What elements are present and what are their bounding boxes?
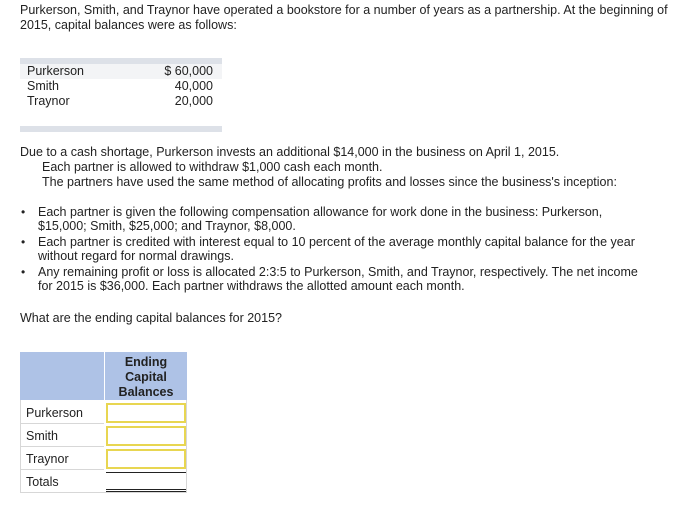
balance-row-traynor — [20, 94, 222, 109]
question-text: What are the ending capital balances for 2015? — [20, 311, 282, 325]
rule-text: Each partner is given the following compensation allowance for work done in the business: Purkerson, $15,000; Smith, $25,000; and Traynor, $8,000. — [38, 205, 603, 233]
balance-name: Traynor — [27, 94, 70, 108]
answer-row-label-totals: Totals — [20, 471, 104, 493]
answer-table-header-blank — [20, 352, 104, 400]
list-item — [20, 235, 640, 263]
traynor-balance-input[interactable] — [106, 449, 186, 469]
balance-row-purkerson — [20, 64, 222, 79]
rule-text: Each partner is credited with interest equal to 10 percent of the average monthly capital balance for the year without regard for normal drawings. — [38, 235, 635, 263]
bullet-icon: • — [21, 235, 26, 249]
capital-balances-table — [20, 58, 222, 132]
bullet-icon: • — [21, 205, 26, 219]
withdrawal-text: Each partner is allowed to withdraw $1,000 cash each month. — [42, 160, 383, 174]
answer-table-header: Ending Capital Balances — [105, 352, 187, 400]
bullet-icon: • — [21, 265, 26, 279]
answer-row-label-traynor: Traynor — [20, 448, 104, 470]
balance-value: $ 60,000 — [164, 64, 213, 78]
problem-intro: Purkerson, Smith, and Traynor have operated a bookstore for a number of years as a partnership. At the beginning of 2015, capital balances were as follows: — [20, 3, 668, 32]
allocation-method-text: The partners have used the same method of allocating profits and losses since the business's inception: — [42, 175, 617, 189]
balance-value: 40,000 — [174, 79, 213, 93]
list-item — [20, 265, 640, 293]
balance-value: 20,000 — [174, 94, 213, 108]
answer-row-label-smith: Smith — [20, 425, 104, 447]
allocation-rules-list — [20, 205, 640, 295]
rule-text: Any remaining profit or loss is allocated 2:3:5 to Purkerson, Smith, and Traynor, respectively. The net income for 2015 is $36,000. Each partner withdraws the allotted amount each month. — [38, 265, 638, 293]
totals-value-cell — [106, 472, 186, 492]
cash-shortage-text: Due to a cash shortage, Purkerson invests an additional $14,000 in the business on April 1, 2015. — [20, 145, 560, 159]
list-item — [20, 205, 640, 233]
purkerson-balance-input[interactable] — [106, 403, 186, 423]
balance-row-smith — [20, 79, 222, 94]
answer-row-label-purkerson: Purkerson — [20, 402, 104, 424]
balance-name: Purkerson — [27, 64, 84, 78]
balance-name: Smith — [27, 79, 59, 93]
smith-balance-input[interactable] — [106, 426, 186, 446]
